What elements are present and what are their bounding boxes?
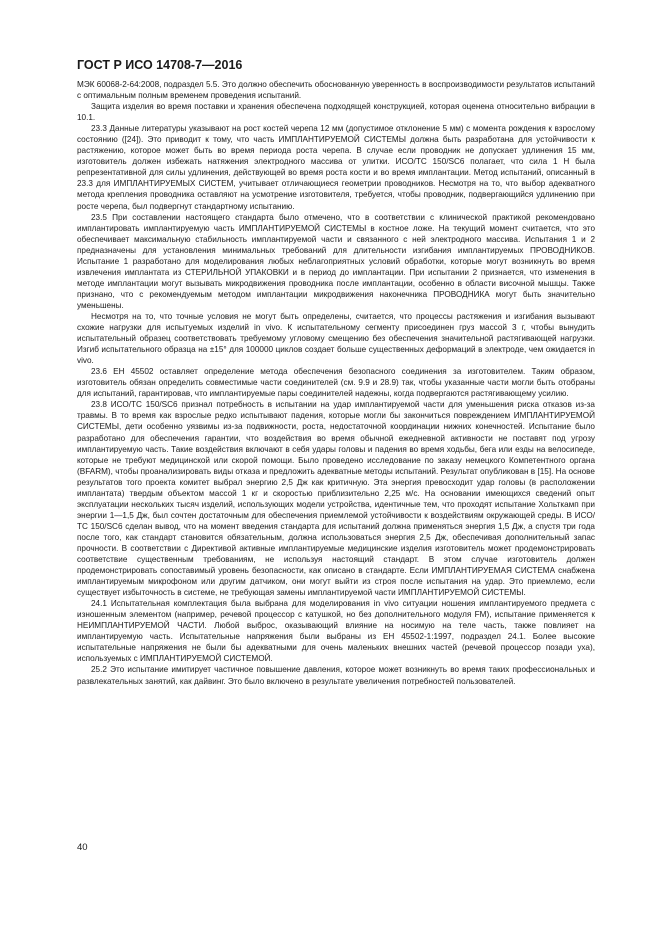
- document-header: ГОСТ Р ИСО 14708-7—2016: [77, 58, 243, 72]
- paragraph: 23.3 Данные литературы указывают на рост костей черепа 12 мм (допустимое отклонение 5 мм) с момента рождения к взрослому состоянию ([24]). Это приводит к тому, что часть ИМПЛАНТИРУЕМОЙ СИСТЕМЫ должна быть разработана для устойчивости к растяжению, которое может быть во время периода роста черепа. В случае если проводник не допускает удлинения 15 мм, изготовитель должен избежать натяжения электродного массива от улитки. ИСО/ТС 150/SC6 полагает, что сила 1 Н была репрезентативной для силы удлинения, действующей во время роста кости и во время имплантации. Метод испытаний, описанный в 23.3 для ИМПЛАНТИРУЕМЫХ СИСТЕМ, учитывает отличающиеся геометрии проводников. Несмотря на то, что выбор адекватного метода крепления проводника оставляют на усмотрение изготовителя, требуется, чтобы проводник, подвергающийся удлинению при росте черепа, был подвергнут стандартному испытанию.: [77, 124, 595, 211]
- paragraph: 23.6 ЕН 45502 оставляет определение метода обеспечения безопасного соединения за изготовителем. Таким образом, изготовитель обязан определить совместимые части соединителей (см. 9.9 и 28.9) так, чтобы указанные части могли быть отобраны для испытаний, гарантировав, что имплантируемые пары соединителей надежны, когда подвергаются растягивающему усилию.: [77, 367, 595, 399]
- paragraph: 25.2 Это испытание имитирует частичное повышение давления, которое может возникнуть во время таких профессиональных и развлекательных занятий, как дайвинг. Это было включено в результате увеличения потребностей пользователей.: [77, 665, 595, 686]
- paragraph: 24.1 Испытательная комплектация была выбрана для моделирования in vivo ситуации ношения имплантируемого предмета с изношенным элементом (например, речевой процессор с катушкой, но без дополнительного модуля FM), испытание применяется к НЕИМПЛАНТИРУЕМОЙ ЧАСТИ. Любой выброс, оказывающий влияние на носимую на теле часть, также повлияет на имплантируемую часть. Испытательные напряжения были выбраны из ЕН 45502-1:1997, подраздел 24.1. Более высокие испытательные напряжения не были бы адекватными для очень маленьких внешних частей (речевой процессор позади уха), используемых с ИМПЛАНТИРУЕМОЙ СИСТЕМОЙ.: [77, 599, 595, 664]
- paragraph: МЭК 60068-2-64:2008, подраздел 5.5. Это должно обеспечить обоснованную уверенность в воспроизводимости результатов испытаний с оптимальным полным временем проведения испытаний.: [77, 80, 595, 101]
- body-text: [77, 79, 595, 687]
- paragraph: Защита изделия во время поставки и хранения обеспечена подходящей конструкцией, которая оценена относительно вибрации в 10.1.: [77, 102, 595, 123]
- paragraph: 23.5 При составлении настоящего стандарта было отмечено, что в соответствии с клинической практикой рекомендовано имплантировать имплантируемую часть ИМПЛАНТИРУЕМОЙ СИСТЕМЫ в костное ложе. На текущий момент считается, что это обеспечивает максимальную стабильность имплантируемой части и связанного с ней электродного массива. Испытания 1 и 2 предназначены для установления минимальных требований для длительности изгибания имплантируемых ПРОВОДНИКОВ. Испытание 1 разработано для моделирования любых неблагоприятных условий обработки, которые могут возникнуть во время извлечения имплантата из СТЕРИЛЬНОЙ УПАКОВКИ и в период до имплантации. При испытании 2 признается, что изменения в методе имплантации могут вызывать микродвижения проводника после имплантации, особенно в области височной мышцы. Также признано, что с рекомендуемым методом имплантации микродвижения наконечника ПРОВОДНИКА могут быть значительно уменьшены.: [77, 212, 595, 310]
- paragraph: Несмотря на то, что точные условия не могут быть определены, считается, что процессы растяжения и изгибания вызывают схожие нагрузки для испытуемых изделий in vivo. К испытательному сегменту присоединен груз массой 3 г, чтобы вынудить испытательный образец соответствовать требуемому угловому смещению без обеспечения значительной растягивающей нагрузки. Изгиб испытательного образца на ±15° для 100000 циклов создает больше существенных деформаций в электроде, чем ожидается in vivo.: [77, 311, 595, 366]
- page-number: 40: [77, 842, 88, 853]
- paragraph: 23.8 ИСО/ТС 150/SC6 признал потребность в испытании на удар имплантируемой части для уменьшения риска отказов из-за травмы. В то время как взрослые редко испытывают падения, которые могли бы закончиться повреждением ИМПЛАНТИРУЕМОЙ СИСТЕМЫ, дети особенно уязвимы из-за подвижности, роста, недостаточной координации нижних конечностей. Испытание было разработано для обеспечения гарантии, что воздействия во время обычной ежедневной активности не поставят под угрозу имплантируемую часть. Такие воздействия включают в себя удары головы и падения во время ходьбы, бега или езды на велосипеде, которые не требуют медицинской или скорой помощи. Было проведено исследование по заказу немецкого Компетентного органа (BFARM), чтобы проанализировать виды отказа и предложить адекватные методы испытаний. Результат опубликован в [15]. На основе результатов того проекта комитет выбрал энергию 2,5 Дж как критичную. Эта энергия превосходит удар головы (в расположении имплантата) твердым объектом массой 1 кг и скоростью приблизительно 2,25 м/с. На основании имеющихся сведений опыт эксплуатации нескольких тысяч изделий, использующих модели устройства, идентичные тем, что проходят испытание Хольткамп при энергии 1—1,5 Дж, был сочтен достаточным для обеспечения приемлемой устойчивости к воздействиям окружающей среды. В ИСО/ТС 150/SC6 сделан вывод, что на момент введения стандарта для испытаний должна применяться энергия 1,5 Дж, а спустя три года после того, как стандарт становится обязательным, должна использоваться энергия 2,5 Дж, обеспечивая дополнительный запас прочности. В соответствии с Директивой активные имплантируемые медицинские изделия изготовитель может продемонстрировать соответствие существенным требованиям, не используя настоящий стандарт. В этом случае изготовитель должен продемонстрировать сопоставимый уровень безопасности, как описано в стандарте. Если ИМПЛАНТИРУЕМАЯ СИСТЕМА снабжена имплантируемым микрофоном или другим датчиком, они могут выйти из строя после испытания на удар. Это приемлемо, если существует избыточность в системе, не требующая замены имплантируемой части ИМПЛАНТИРУЕМОЙ СИСТЕМЫ.: [77, 400, 595, 598]
